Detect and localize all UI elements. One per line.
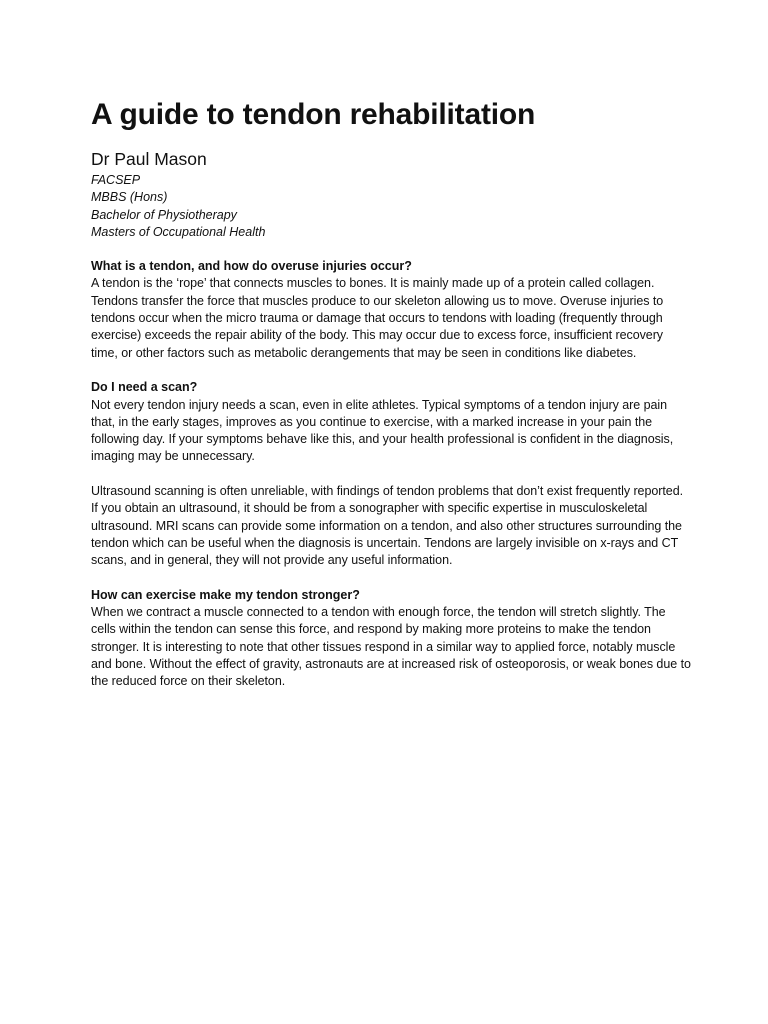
paragraph-gap — [91, 362, 691, 379]
credential-line: Masters of Occupational Health — [91, 224, 266, 239]
paragraph-gap — [91, 570, 691, 587]
paragraph-gap — [91, 466, 691, 483]
document-page — [91, 96, 691, 691]
credential-line: Bachelor of Physiotherapy — [91, 207, 237, 222]
credential-line: FACSEP — [91, 173, 141, 187]
section-paragraph: A tendon is the ‘rope’ that connects muscles to bones. It is mainly made up of a protein called collagen. Tendons transfer the force that muscles produce to our skeleton allowing us to move. Overuse injuries to tendons occur when the micro trauma or damage that occurs to tendons with loading (frequently through exercise) exceeds the repair ability of the body. This may occur due to excess force, insufficient recovery time, or other factors such as metabolic derangements that may be seen in conditions like diabetes. — [91, 276, 664, 360]
author-credentials — [91, 172, 691, 241]
section-paragraph: Not every tendon injury needs a scan, even in elite athletes. Typical symptoms of a tendon injury are pain that, in the early stages, improves as you continue to exercise, with a marked increase in your pain the following day. If your symptoms behave like this, and your health professional is confident in the diagnosis, imaging may be unnecessary. — [91, 397, 674, 464]
section-paragraph: Ultrasound scanning is often unreliable, with findings of tendon problems that don’t exist frequently reported. If you obtain an ultrasound, it should be from a sonographer with specific expertise in musculoskeletal ultrasound. MRI scans can provide some information on a tendon, and also other structures surrounding the tendon which can be useful when the diagnosis is uncertain. Tendons are largely invisible on x-rays and CT scans, and in general, they will not provide any useful information. — [91, 484, 684, 568]
credential-line: MBBS (Hons) — [91, 190, 168, 205]
author-name: Dr Paul Mason — [91, 149, 207, 169]
section-tendon-overview — [91, 258, 691, 362]
section-paragraph: When we contract a muscle connected to a tendon with enough force, the tendon will stretch slightly. The cells within the tendon can sense this force, and respond by making more proteins to make the tendon stronger. It is interesting to note that other tissues respond in a similar way to applied force, notably muscle and bone. Without the effect of gravity, astronauts are at increased risk of osteoporosis, or weak bones due to the reduced force on their skeleton. — [91, 605, 691, 689]
section-exercise — [91, 587, 691, 691]
section-heading: How can exercise make my tendon stronger? — [91, 587, 360, 602]
section-heading: What is a tendon, and how do overuse injuries occur? — [91, 259, 412, 274]
section-scan — [91, 379, 691, 569]
document-title: A guide to tendon rehabilitation — [91, 98, 536, 131]
section-heading: Do I need a scan? — [91, 380, 198, 395]
